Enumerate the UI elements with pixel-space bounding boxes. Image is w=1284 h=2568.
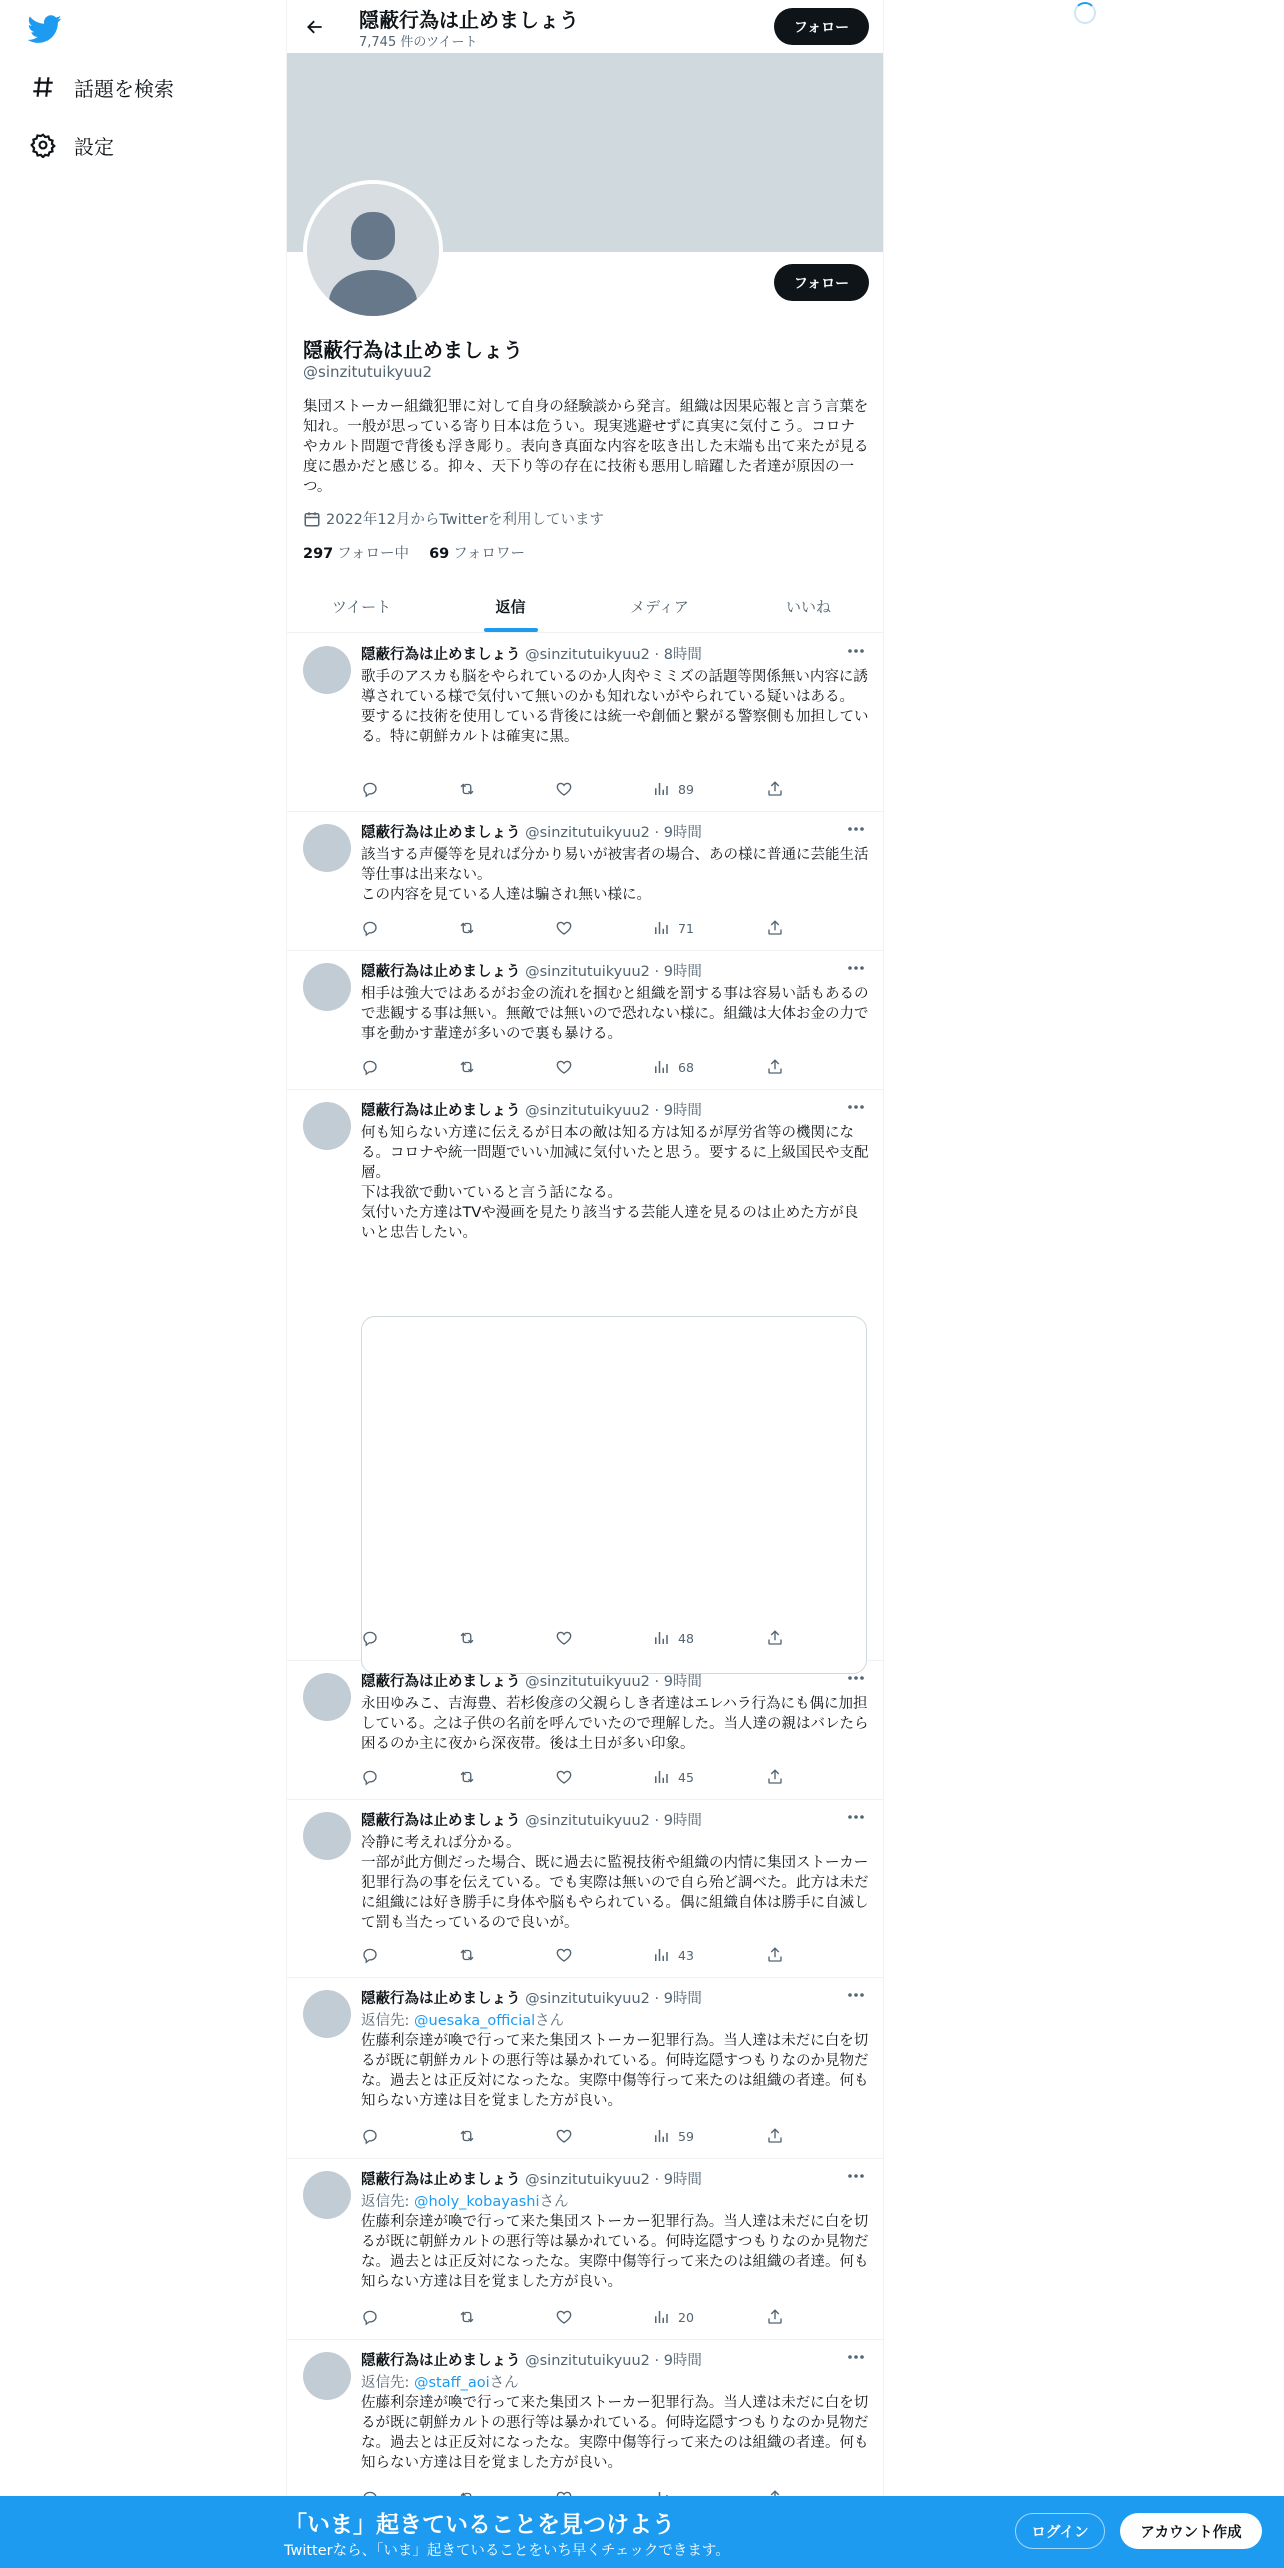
reply-to-link[interactable]: @staff_aoi (414, 2375, 490, 2391)
views-icon[interactable] (652, 917, 694, 939)
avatar[interactable] (303, 963, 351, 1011)
more-icon[interactable] (843, 640, 869, 662)
share-icon[interactable] (766, 778, 784, 800)
following-link[interactable]: 297 フォロー中 (303, 546, 410, 562)
share-icon[interactable] (766, 917, 784, 939)
tweet-actions (361, 1056, 801, 1078)
tweet-meta: @sinzitutuikyuu2 · 9時間 (525, 1674, 702, 1690)
views-count: 20 (678, 2309, 694, 2325)
views-count: 68 (678, 1059, 694, 1075)
tweet-text: 何も知らない方達に伝えるが日本の敵は知る方は知るが厚労省等の機関になる。コロナや統一問題でいい加減に気付いたと思う。要するに上級国民や支配層。 下は我欲で動いていると言う話になる。 気付いた方達はTVや漫画を見たり該当する芸能人達を見るのは止めた方が良いと忠告したい。 (361, 1125, 869, 1241)
tweet-actions (361, 2125, 801, 2147)
tweet[interactable] (287, 2340, 883, 2521)
reply-icon[interactable] (361, 1627, 379, 1649)
reply-to-line: 返信先: @staff_aoiさん (361, 2375, 519, 2391)
views-icon[interactable] (652, 1627, 694, 1649)
like-icon[interactable] (555, 2125, 573, 2147)
reply-icon[interactable] (361, 1766, 379, 1788)
reply-to-line: 返信先: @holy_kobayashiさん (361, 2194, 569, 2210)
tweet-author-name[interactable]: 隠蔽行為は止めましょう (361, 1991, 521, 2007)
reply-icon[interactable] (361, 1944, 379, 1966)
tweet-header (361, 1809, 702, 1830)
nav-explore-label: 話題を検索 (74, 76, 174, 101)
tweet-text: 該当する声優等を見れば分かり易いが被害者の場合、あの様に普通に芸能生活等仕事は出来ない。 この内容を見ている人達は騙され無い様に。 (361, 847, 869, 903)
reply-icon[interactable] (361, 2306, 379, 2328)
avatar[interactable] (303, 1812, 351, 1860)
tweet-author-name[interactable]: 隠蔽行為は止めましょう (361, 2353, 521, 2369)
like-icon[interactable] (555, 1056, 573, 1078)
nav-explore[interactable] (28, 67, 174, 107)
views-icon[interactable] (652, 1766, 694, 1788)
share-icon[interactable] (766, 1944, 784, 1966)
profile-bio: 集団ストーカー組織犯罪に対して自身の経験談から発言。組織は因果応報と言う言葉を知れ。一般が思っている寄り日本は危うい。現実逃避せずに真実に気付こう。コロナやカルト問題で背後も浮き彫り。表向き真面な内容を呟き出した末端も出て来たが見る度に愚かだと感じる。抑々、天下り等の存在に技術も悪用し暗躍した者達が原因の一つ。 (303, 399, 869, 495)
reply-icon[interactable] (361, 2125, 379, 2147)
tweet-actions (361, 1944, 801, 1966)
tweet-media[interactable] (361, 1316, 867, 1674)
tweet-header (361, 960, 702, 981)
tweet-meta: @sinzitutuikyuu2 · 9時間 (525, 1813, 702, 1829)
tweet-author-name[interactable]: 隠蔽行為は止めましょう (361, 2172, 521, 2188)
tweet-meta: @sinzitutuikyuu2 · 9時間 (525, 2172, 702, 2188)
retweet-icon[interactable] (458, 1944, 476, 1966)
twitter-bird-icon[interactable] (28, 12, 62, 46)
tweet[interactable] (287, 1978, 883, 2159)
views-count: 89 (678, 781, 694, 797)
tab-likes[interactable]: いいね (785, 597, 831, 616)
reply-icon[interactable] (361, 917, 379, 939)
header-follow-button[interactable]: フォロー (774, 8, 869, 45)
tweet[interactable] (287, 1661, 883, 1800)
signup-banner (0, 2496, 1284, 2568)
reply-icon[interactable] (361, 778, 379, 800)
avatar[interactable] (303, 2352, 351, 2400)
views-icon[interactable] (652, 1056, 694, 1078)
avatar[interactable] (303, 1673, 351, 1721)
tweet-actions (361, 1766, 801, 1788)
tweet[interactable] (287, 1090, 883, 1661)
tweet-text: 歌手のアスカも脳をやられているのか人肉やミミズの話題等関係無い内容に誘導されている様で気付いて無いのかも知れないがやられている疑いはある。 要するに技術を使用している背後には統一や創価と繋がる警察側も加担している。特に朝鮮カルトは確実に黒。 (361, 669, 869, 745)
signup-banner-title: 「いま」起きていることを見つけよう (284, 2512, 675, 2538)
tweet-meta: @sinzitutuikyuu2 · 8時間 (525, 647, 702, 663)
more-icon[interactable] (843, 1096, 869, 1118)
avatar[interactable] (303, 2171, 351, 2219)
more-icon[interactable] (843, 957, 869, 979)
nav-settings-label: 設定 (74, 134, 114, 159)
views-icon[interactable] (652, 1944, 694, 1966)
avatar[interactable] (303, 1990, 351, 2038)
tweet-header (361, 643, 702, 664)
tweet-meta: @sinzitutuikyuu2 · 9時間 (525, 1991, 702, 2007)
like-icon[interactable] (555, 1627, 573, 1649)
tweet-author-name[interactable]: 隠蔽行為は止めましょう (361, 647, 521, 663)
tweet-meta: @sinzitutuikyuu2 · 9時間 (525, 1103, 702, 1119)
profile-column (286, 0, 884, 2568)
tweet-actions (361, 917, 801, 939)
more-icon[interactable] (843, 1984, 869, 2006)
like-icon[interactable] (555, 1944, 573, 1966)
share-icon[interactable] (766, 1627, 784, 1649)
profile-avatar[interactable] (303, 180, 443, 320)
avatar[interactable] (303, 646, 351, 694)
tweet-author-name[interactable]: 隠蔽行為は止めましょう (361, 1674, 521, 1690)
tweet-header (361, 2168, 702, 2189)
profile-header-bar (287, 0, 883, 53)
more-icon[interactable] (843, 2165, 869, 2187)
header-title: 隠蔽行為は止めましょう (359, 8, 579, 32)
views-count: 59 (678, 2128, 694, 2144)
header-tweet-count: 7,745 件のツイート (359, 35, 478, 50)
like-icon[interactable] (555, 917, 573, 939)
tweet[interactable] (287, 1800, 883, 1978)
tweet-header (361, 821, 702, 842)
loading-spinner-icon (1074, 2, 1096, 24)
tweet-text: 佐藤利奈達が喚で行って来た集団ストーカー犯罪行為。当人達は未だに白を切るが既に朝鮮カルトの悪行等は暴かれている。何時迄隠すつもりなのか見物だな。過去とは正反対になったな。実際中傷等行って来たのは組織の者達。何も知らない方達は目を覚ました方が良い。 (361, 2395, 869, 2471)
retweet-icon[interactable] (458, 1056, 476, 1078)
tweet-text: 相手は強大ではあるがお金の流れを掴むと組織を罰する事は容易い話もあるので悲観する事は無い。無敵では無いので恐れない様に。組織は大体お金の力で事を動かす輩達が多いので裏も暴ける。 (361, 986, 869, 1042)
tab-replies[interactable]: 返信 (436, 580, 585, 632)
views-count: 45 (678, 1769, 694, 1785)
views-icon[interactable] (652, 2306, 694, 2328)
tweet-actions (361, 1627, 801, 1649)
tweet-header (361, 2349, 702, 2370)
avatar[interactable] (303, 1102, 351, 1150)
left-navigation (0, 0, 286, 2568)
profile-joined-text: 2022年12月からTwitterを利用しています (326, 512, 604, 528)
signup-button[interactable]: アカウント作成 (1120, 2513, 1262, 2549)
more-icon[interactable] (843, 1806, 869, 1828)
tweet-meta: @sinzitutuikyuu2 · 9時間 (525, 964, 702, 980)
tweet-text: 佐藤利奈達が喚で行って来た集団ストーカー犯罪行為。当人達は未だに白を切るが既に朝鮮カルトの悪行等は暴かれている。何時迄隠すつもりなのか見物だな。過去とは正反対になったな。実際中傷等行って来たのは組織の者達。何も知らない方達は目を覚ました方が良い。 (361, 2033, 869, 2109)
tweet[interactable] (287, 2159, 883, 2340)
tweet-author-name[interactable]: 隠蔽行為は止めましょう (361, 1813, 521, 1829)
views-count: 48 (678, 1630, 694, 1646)
gear-icon (28, 130, 58, 160)
tweet-header (361, 1099, 702, 1120)
avatar[interactable] (303, 824, 351, 872)
tweet-author-name[interactable]: 隠蔽行為は止めましょう (361, 964, 521, 980)
like-icon[interactable] (555, 2306, 573, 2328)
tweet[interactable] (287, 812, 883, 951)
nav-settings[interactable] (28, 125, 114, 165)
views-icon[interactable] (652, 778, 694, 800)
login-button[interactable]: ログイン (1015, 2513, 1105, 2549)
tab-tweets[interactable]: ツイート (331, 597, 392, 616)
profile-joined (303, 508, 604, 529)
tweet-header (361, 1670, 702, 1691)
tweet-text: 佐藤利奈達が喚で行って来た集団ストーカー犯罪行為。当人達は未だに白を切るが既に朝鮮カルトの悪行等は暴かれている。何時迄隠すつもりなのか見物だな。過去とは正反対になったな。実際中傷等行って来たのは組織の者達。何も知らない方達は目を覚ました方が良い。 (361, 2214, 869, 2290)
retweet-icon[interactable] (458, 1766, 476, 1788)
tweet-text: 永田ゆみこ、吉海豊、若杉俊彦の父親らしき者達はエレハラ行為にも偶に加担している。之は子供の名前を呼んでいたので理解した。当人達の親はバレたら困るのか主に夜から深夜帯。後は土日が多い印象。 (361, 1696, 869, 1752)
tweet-author-name[interactable]: 隠蔽行為は止めましょう (361, 825, 521, 841)
tweet-meta: @sinzitutuikyuu2 · 9時間 (525, 2353, 702, 2369)
retweet-icon[interactable] (458, 1627, 476, 1649)
tweet[interactable] (287, 951, 883, 1090)
tweet-actions (361, 2306, 801, 2328)
like-icon[interactable] (555, 1766, 573, 1788)
more-icon[interactable] (843, 2346, 869, 2368)
back-arrow-icon[interactable] (299, 11, 331, 43)
reply-to-link[interactable]: @holy_kobayashi (414, 2194, 540, 2210)
views-icon[interactable] (652, 2125, 694, 2147)
tweet-actions (361, 778, 801, 800)
reply-icon[interactable] (361, 1056, 379, 1078)
share-icon[interactable] (766, 1056, 784, 1078)
tweet-author-name[interactable]: 隠蔽行為は止めましょう (361, 1103, 521, 1119)
profile-name: 隠蔽行為は止めましょう (303, 338, 523, 362)
calendar-icon (303, 510, 321, 528)
signup-banner-subtitle: Twitterなら、「いま」起きていることをいち早くチェックできます。 (284, 2543, 730, 2559)
more-icon[interactable] (843, 1667, 869, 1689)
retweet-icon[interactable] (458, 778, 476, 800)
share-icon[interactable] (766, 1766, 784, 1788)
tweet-header (361, 1987, 702, 2008)
tab-media[interactable]: メディア (630, 597, 689, 616)
profile-stats (303, 542, 545, 563)
retweet-icon[interactable] (458, 2306, 476, 2328)
reply-to-line: 返信先: @uesaka_officialさん (361, 2013, 565, 2029)
share-icon[interactable] (766, 2125, 784, 2147)
followers-link[interactable]: 69 フォロワー (429, 546, 526, 562)
views-count: 43 (678, 1947, 694, 1963)
profile-tabs (287, 580, 883, 633)
like-icon[interactable] (555, 778, 573, 800)
views-count: 71 (678, 920, 694, 936)
reply-to-link[interactable]: @uesaka_official (414, 2013, 536, 2029)
tweet-text: 冷静に考えれば分かる。 一部が此方側だった場合、既に過去に監視技術や組織の内情に集団ストーカー犯罪行為の事を伝えている。でも実際は無いので自ら殆ど調べた。此方は未だに組織には好き勝手に身体や脳もやられている。偶に組織自体は勝手に自滅して罰も当たっているので良いが。 (361, 1835, 869, 1931)
profile-follow-button[interactable]: フォロー (774, 264, 869, 301)
more-icon[interactable] (843, 818, 869, 840)
retweet-icon[interactable] (458, 917, 476, 939)
profile-handle: @sinzitutuikyuu2 (303, 363, 433, 381)
hashtag-icon (28, 72, 58, 102)
share-icon[interactable] (766, 2306, 784, 2328)
tweet[interactable] (287, 634, 883, 812)
tweet-meta: @sinzitutuikyuu2 · 9時間 (525, 825, 702, 841)
retweet-icon[interactable] (458, 2125, 476, 2147)
